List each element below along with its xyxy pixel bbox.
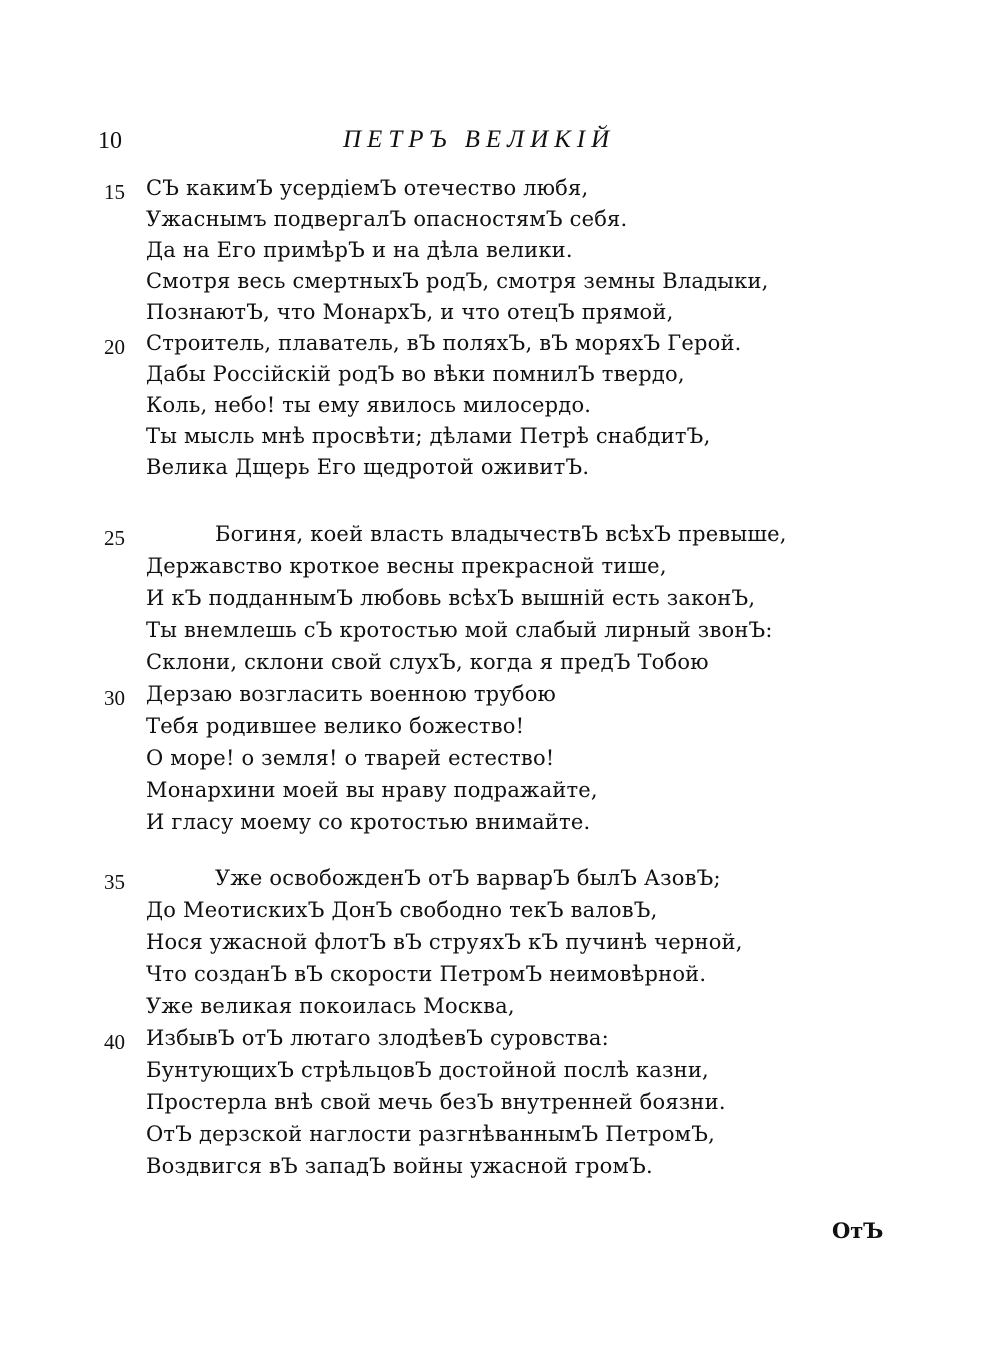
verse-line xyxy=(0,930,1000,960)
verse-line xyxy=(0,522,1000,552)
verse-text: Воздвигся вЪ западЪ войны ужасной громЪ. xyxy=(146,1154,653,1178)
verse-line xyxy=(0,778,1000,808)
verse-text: Нося ужасной флотЪ вЪ струяхЪ кЪ пучинѣ черной, xyxy=(146,930,743,954)
line-number: 20 xyxy=(104,335,125,359)
verse-line xyxy=(0,393,1000,423)
verse-text: Державство кроткое весны прекрасной тише, xyxy=(146,554,667,578)
line-number: 30 xyxy=(104,686,125,710)
line-number: 40 xyxy=(104,1030,125,1054)
verse-line xyxy=(0,618,1000,648)
verse-line xyxy=(0,1026,1000,1056)
verse-text: Уже освобожденЪ отЪ варварЪ былЪ АзовЪ; xyxy=(215,866,721,890)
verse-text: СЪ какимЪ усердіемЪ отечество любя, xyxy=(146,176,589,200)
verse-line xyxy=(0,866,1000,896)
verse-line xyxy=(0,1058,1000,1088)
verse-line xyxy=(0,682,1000,712)
verse-line xyxy=(0,424,1000,454)
verse-line xyxy=(0,207,1000,237)
verse-text: Велика Дщерь Его щедротой оживитЪ. xyxy=(146,455,590,479)
verse-line xyxy=(0,898,1000,928)
verse-line xyxy=(0,714,1000,744)
verse-line xyxy=(0,586,1000,616)
verse-text: И кЪ подданнымЪ любовь всѣхЪ вышній есть законЪ, xyxy=(146,586,756,610)
verse-text: ОтЪ дерзской наглости разгнѣваннымЪ ПетромЪ, xyxy=(146,1122,715,1146)
verse-line xyxy=(0,331,1000,361)
verse-text: Что созданЪ вЪ скорости ПетромЪ неимовѣрной. xyxy=(146,962,707,986)
line-number: 35 xyxy=(104,870,125,894)
catchword: ОтЪ xyxy=(832,1218,884,1243)
verse-text: Ты мысль мнѣ просвѣти; дѣлами Петрѣ снабдитЪ, xyxy=(146,424,711,448)
verse-text: ПознаютЪ, что МонархЪ, и что отецЪ прямой, xyxy=(146,300,674,324)
verse-text: Склони, склони свой слухЪ, когда я предЪ Тобою xyxy=(146,650,709,674)
verse-text: Смотря весь смертныхЪ родЪ, смотря земны Владыки, xyxy=(146,269,769,293)
verse-text: Дерзаю возгласить военною трубою xyxy=(146,682,557,706)
verse-text: Уже великая покоилась Москва, xyxy=(146,994,515,1018)
verse-text: Коль, небо! ты ему явилось милосердо. xyxy=(146,393,592,417)
verse-line xyxy=(0,1154,1000,1184)
page-number: 10 xyxy=(98,128,122,154)
verse-line xyxy=(0,238,1000,268)
verse-line xyxy=(0,554,1000,584)
verse-line xyxy=(0,746,1000,776)
page-header xyxy=(98,128,658,164)
line-number: 25 xyxy=(104,526,125,550)
verse-line xyxy=(0,455,1000,485)
verse-text: Дабы Россійскій родЪ во вѣки помнилЪ твердо, xyxy=(146,362,685,386)
verse-text: До МеотискихЪ ДонЪ свободно текЪ валовЪ, xyxy=(146,898,658,922)
verse-line xyxy=(0,650,1000,680)
verse-line xyxy=(0,362,1000,392)
line-number: 15 xyxy=(104,180,125,204)
verse-text: Тебя родившее велико божество! xyxy=(146,714,525,738)
verse-line xyxy=(0,994,1000,1024)
verse-text: БунтующихЪ стрѣльцовЪ достойной послѣ казни, xyxy=(146,1058,709,1082)
verse-text: Монархини моей вы нраву подражайте, xyxy=(146,778,598,802)
verse-text: Богиня, коей власть владычествЪ всѣхЪ превыше, xyxy=(215,522,787,546)
verse-text: Простерла внѣ свой мечь безЪ внутренней боязни. xyxy=(146,1090,726,1114)
verse-text: ИзбывЪ отЪ лютаго злодѣевЪ суровства: xyxy=(146,1026,609,1050)
verse-text: Ужаснымъ подвергалЪ опасностямЪ себя. xyxy=(146,207,628,231)
verse-text: О море! о земля! о тварей естество! xyxy=(146,746,555,770)
verse-text: Строитель, плаватель, вЪ поляхЪ, вЪ моряхЪ Герой. xyxy=(146,331,742,355)
verse-text: Ты внемлешь сЪ кротостью мой слабый лирный звонЪ: xyxy=(146,618,773,642)
verse-line xyxy=(0,1090,1000,1120)
verse-text: И гласу моему со кротостью внимайте. xyxy=(146,810,591,834)
verse-line xyxy=(0,962,1000,992)
verse-line xyxy=(0,1122,1000,1152)
verse-line xyxy=(0,810,1000,840)
verse-line xyxy=(0,176,1000,206)
running-title: ПЕТРЪ ВЕЛИКІЙ xyxy=(343,126,616,153)
verse-line xyxy=(0,300,1000,330)
verse-line xyxy=(0,269,1000,299)
verse-text: Да на Его примѣрЪ и на дѣла велики. xyxy=(146,238,573,262)
